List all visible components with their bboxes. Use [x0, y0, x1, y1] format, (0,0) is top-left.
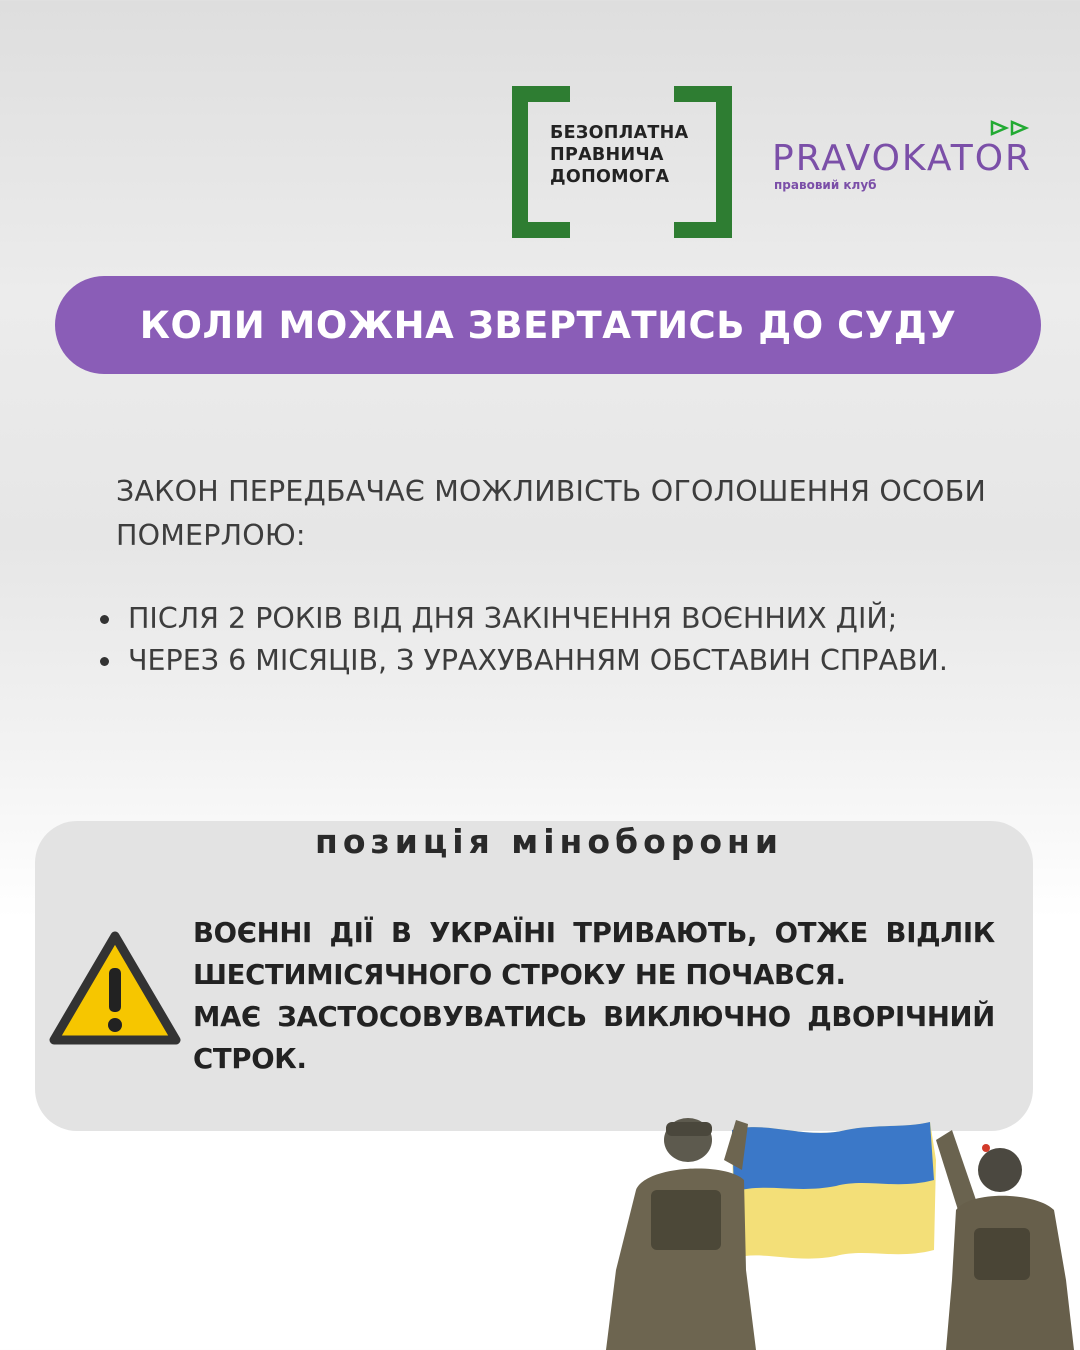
list-item [98, 640, 998, 681]
page-title: КОЛИ МОЖНА ЗВЕРТАТИСЬ ДО СУДУ [139, 303, 957, 347]
warning-icon [48, 928, 182, 1048]
conditions-list [98, 598, 998, 682]
bullet-icon [100, 657, 109, 666]
ministry-position-paragraph2: МАЄ ЗАСТОСОВУВАТИСЬ ВИКЛЮЧНО ДВОРІЧНИЙ СТРОК. [193, 1001, 995, 1075]
bpd-logo [512, 86, 732, 238]
soldiers-flag-photo [596, 1100, 1080, 1350]
ministry-position-paragraph1: ВОЄННІ ДІЇ В УКРАЇНІ ТРИВАЮТЬ, ОТЖЕ ВІДЛІК ШЕСТИМІСЯЧНОГО СТРОКУ НЕ ПОЧАВСЯ. [193, 917, 995, 991]
title-banner [55, 276, 1041, 374]
list-item-text: ПІСЛЯ 2 РОКІВ ВІД ДНЯ ЗАКІНЧЕННЯ ВОЄННИХ ДІЙ; [128, 602, 898, 635]
pravokator-logo [772, 120, 1042, 200]
bpd-logo-line3: ДОПОМОГА [550, 167, 670, 187]
bullet-icon [100, 615, 109, 624]
ministry-position-text [193, 912, 995, 1080]
pravokator-logo-subtitle: правовий клуб [774, 178, 877, 192]
pravokator-logo-name: PRAVOKATOR [772, 138, 1033, 179]
ministry-position-title: позиція міноборони [315, 822, 783, 861]
intro-text: ЗАКОН ПЕРЕДБАЧАЄ МОЖЛИВІСТЬ ОГОЛОШЕННЯ ОСОБИ ПОМЕРЛОЮ: [116, 475, 986, 552]
bpd-logo-text [550, 122, 700, 188]
list-item [98, 598, 998, 639]
bpd-logo-line2: ПРАВНИЧА [550, 145, 664, 165]
list-item-text: ЧЕРЕЗ 6 МІСЯЦІВ, З УРАХУВАННЯМ ОБСТАВИН СПРАВИ. [128, 644, 948, 677]
bpd-logo-line1: БЕЗОПЛАТНА [550, 123, 689, 143]
fast-forward-icon [990, 120, 1034, 136]
